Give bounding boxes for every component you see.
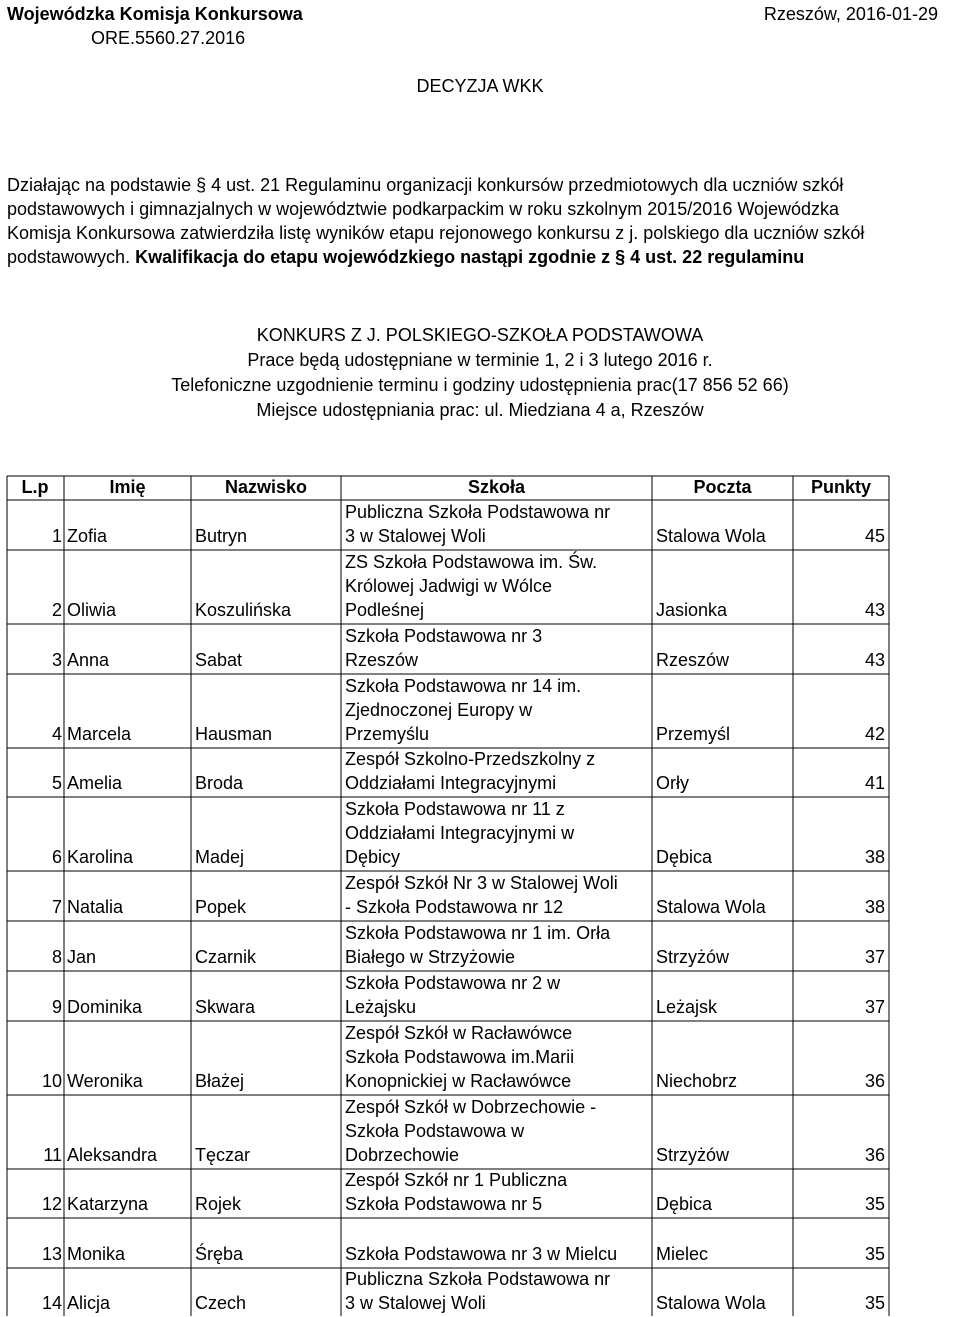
school-name-line: Szkoła Podstawowa nr 14 im. <box>345 676 582 696</box>
school-name-line: Zjednoczonej Europy w <box>345 700 533 720</box>
points: 37 <box>864 997 885 1017</box>
school-name <box>345 871 650 919</box>
last-name: Czarnik <box>195 947 257 967</box>
row-number: 5 <box>51 773 62 793</box>
intro-line-2: podstawowych i gimnazjalnych w województwie podkarpackim w roku szkolnym 2015/2016 Wojewódzka <box>7 199 840 219</box>
last-name: Koszulińska <box>195 600 292 620</box>
row-number: 14 <box>41 1293 62 1313</box>
school-name-line: Szkoła Podstawowa im.Marii <box>345 1047 575 1067</box>
last-name: Czech <box>195 1293 247 1313</box>
header-first-name: Imię <box>109 477 146 497</box>
school-name-line: Szkoła Podstawowa nr 11 z <box>345 799 565 819</box>
row-number: 4 <box>51 724 62 744</box>
school-name-line: Szkoła Podstawowa nr 5 <box>345 1194 543 1214</box>
document-title: DECYZJA WKK <box>416 76 544 96</box>
post-office: Stalowa Wola <box>656 897 766 917</box>
post-office: Strzyżów <box>656 1145 730 1165</box>
school-name <box>345 921 650 969</box>
school-name <box>345 624 650 672</box>
last-name: Tęczar <box>195 1145 251 1165</box>
contest-title: KONKURS Z J. POLSKIEGO-SZKOŁA PODSTAWOWA <box>256 325 704 345</box>
school-name-line: Zespół Szkół nr 1 Publiczna <box>345 1170 568 1190</box>
school-name-line: Szkoła Podstawowa nr 3 <box>345 626 543 646</box>
school-name <box>345 797 650 869</box>
first-name: Dominika <box>67 997 143 1017</box>
school-name <box>345 1168 650 1216</box>
school-name-line: Szkoła Podstawowa nr 2 w <box>345 973 561 993</box>
post-office: Stalowa Wola <box>656 1293 766 1313</box>
school-name-line: Oddziałami Integracyjnymi w <box>345 823 575 843</box>
organization-name: Wojewódzka Komisja Konkursowa <box>7 4 303 24</box>
first-name: Jan <box>67 947 97 967</box>
school-name <box>345 747 650 795</box>
first-name: Amelia <box>67 773 123 793</box>
row-number: 9 <box>51 997 62 1017</box>
qualification-note: Kwalifikacja do etapu wojewódzkiego nastąpi zgodnie z § 4 ust. 22 regulaminu <box>135 247 805 267</box>
last-name: Butryn <box>195 526 248 546</box>
intro-line-1: Działając na podstawie § 4 ust. 21 Regulaminu organizacji konkursów przedmiotowych dla uczniów szkół <box>7 175 844 195</box>
header-school: Szkoła <box>467 477 526 497</box>
post-office: Stalowa Wola <box>656 526 766 546</box>
place-date: Rzeszów, 2016-01-29 <box>763 4 938 24</box>
first-name: Oliwia <box>67 600 117 620</box>
school-name-line: Białego w Strzyżowie <box>345 947 516 967</box>
intro-line-4-plain: podstawowych. <box>7 247 136 267</box>
post-office: Niechobrz <box>656 1071 738 1091</box>
last-name: Skwara <box>195 997 256 1017</box>
post-office: Mielec <box>656 1244 709 1264</box>
row-number: 13 <box>41 1244 62 1264</box>
row-number: 1 <box>51 526 62 546</box>
header-post: Poczta <box>693 477 752 497</box>
row-number: 12 <box>41 1194 62 1214</box>
post-office: Dębica <box>656 847 713 867</box>
last-name: Hausman <box>195 724 273 744</box>
row-number: 3 <box>51 650 62 670</box>
school-name-line: Konopnickiej w Racławówce <box>345 1071 572 1091</box>
points: 38 <box>864 847 885 867</box>
school-name <box>345 674 650 746</box>
school-name-line: Dębicy <box>345 847 401 867</box>
school-name-line: Zespół Szkół w Dobrzechowie - <box>345 1097 597 1117</box>
last-name: Rojek <box>195 1194 242 1214</box>
school-name-line: Dobrzechowie <box>345 1145 460 1165</box>
school-name-line: Szkoła Podstawowa nr 1 im. Orła <box>345 923 611 943</box>
contest-info-phone: Telefoniczne uzgodnienie terminu i godziny udostępnienia prac(17 856 52 66) <box>171 375 789 395</box>
header-last-name: Nazwisko <box>224 477 308 497</box>
last-name: Sabat <box>195 650 243 670</box>
points: 43 <box>864 600 885 620</box>
first-name: Marcela <box>67 724 132 744</box>
school-name-line: Publiczna Szkoła Podstawowa nr <box>345 502 611 522</box>
points: 36 <box>864 1145 885 1165</box>
last-name: Madej <box>195 847 245 867</box>
header-points: Punkty <box>810 477 871 497</box>
first-name: Monika <box>67 1244 126 1264</box>
school-name-line: Publiczna Szkoła Podstawowa nr <box>345 1269 611 1289</box>
points: 36 <box>864 1071 885 1091</box>
first-name: Natalia <box>67 897 124 917</box>
school-name-line: Zespół Szkół w Racławówce <box>345 1023 573 1043</box>
points: 35 <box>864 1194 885 1214</box>
school-name-line: Przemyślu <box>345 724 430 744</box>
school-name-line: Podleśnej <box>345 600 425 620</box>
points: 35 <box>864 1244 885 1264</box>
row-number: 2 <box>51 600 62 620</box>
first-name: Alicja <box>67 1293 111 1313</box>
first-name: Karolina <box>67 847 134 867</box>
points: 37 <box>864 947 885 967</box>
school-name <box>345 1267 650 1315</box>
intro-line-3: Komisja Konkursowa zatwierdziła listę wyników etapu rejonowego konkursu z j. polskiego dla uczniów szkół <box>7 223 865 243</box>
school-name-line: Szkoła Podstawowa w <box>345 1121 525 1141</box>
school-name-line: ZS Szkoła Podstawowa im. Św. <box>345 552 598 572</box>
last-name: Broda <box>195 773 244 793</box>
first-name: Aleksandra <box>67 1145 158 1165</box>
last-name: Błażej <box>195 1071 245 1091</box>
first-name: Anna <box>67 650 110 670</box>
school-name <box>345 971 650 1019</box>
reference-number: ORE.5560.27.2016 <box>91 28 246 48</box>
school-name-line: Zespół Szkolno-Przedszkolny z <box>345 749 596 769</box>
school-name-line: 3 w Stalowej Woli <box>345 526 486 546</box>
school-name-line: Zespół Szkół Nr 3 w Stalowej Woli <box>345 873 618 893</box>
post-office: Strzyżów <box>656 947 730 967</box>
header-lp: L.p <box>21 477 49 497</box>
post-office: Leżajsk <box>656 997 718 1017</box>
post-office: Jasionka <box>656 600 728 620</box>
school-name <box>345 550 650 622</box>
row-number: 11 <box>43 1145 62 1165</box>
row-number: 7 <box>51 897 62 917</box>
first-name: Weronika <box>67 1071 143 1091</box>
school-name-line: Oddziałami Integracyjnymi <box>345 773 557 793</box>
first-name: Zofia <box>67 526 108 546</box>
points: 45 <box>864 526 885 546</box>
points: 38 <box>864 897 885 917</box>
first-name: Katarzyna <box>67 1194 149 1214</box>
contest-info-place: Miejsce udostępniania prac: ul. Miedziana 4 a, Rzeszów <box>256 400 704 420</box>
school-name-line: Królowej Jadwigi w Wólce <box>345 576 553 596</box>
points: 43 <box>864 650 885 670</box>
contest-info-dates: Prace będą udostępniane w terminie 1, 2 i 3 lutego 2016 r. <box>247 350 713 370</box>
school-name <box>345 1021 650 1093</box>
school-name-line: Rzeszów <box>345 650 419 670</box>
post-office: Dębica <box>656 1194 713 1214</box>
points: 35 <box>864 1293 885 1313</box>
row-number: 8 <box>51 947 62 967</box>
last-name: Śręba <box>195 1244 244 1264</box>
last-name: Popek <box>195 897 247 917</box>
school-name-line: - Szkoła Podstawowa nr 12 <box>345 897 564 917</box>
row-number: 6 <box>51 847 62 867</box>
school-name-line: Leżajsku <box>345 997 417 1017</box>
post-office: Przemyśl <box>656 724 731 744</box>
school-name <box>345 1242 650 1266</box>
post-office: Orły <box>656 773 689 793</box>
post-office: Rzeszów <box>656 650 730 670</box>
school-name <box>345 500 650 548</box>
points: 41 <box>864 773 885 793</box>
school-name-line: Szkoła Podstawowa nr 3 w Mielcu <box>345 1244 618 1264</box>
school-name-line: 3 w Stalowej Woli <box>345 1293 486 1313</box>
points: 42 <box>864 724 885 744</box>
row-number: 10 <box>41 1071 62 1091</box>
school-name <box>345 1095 650 1167</box>
